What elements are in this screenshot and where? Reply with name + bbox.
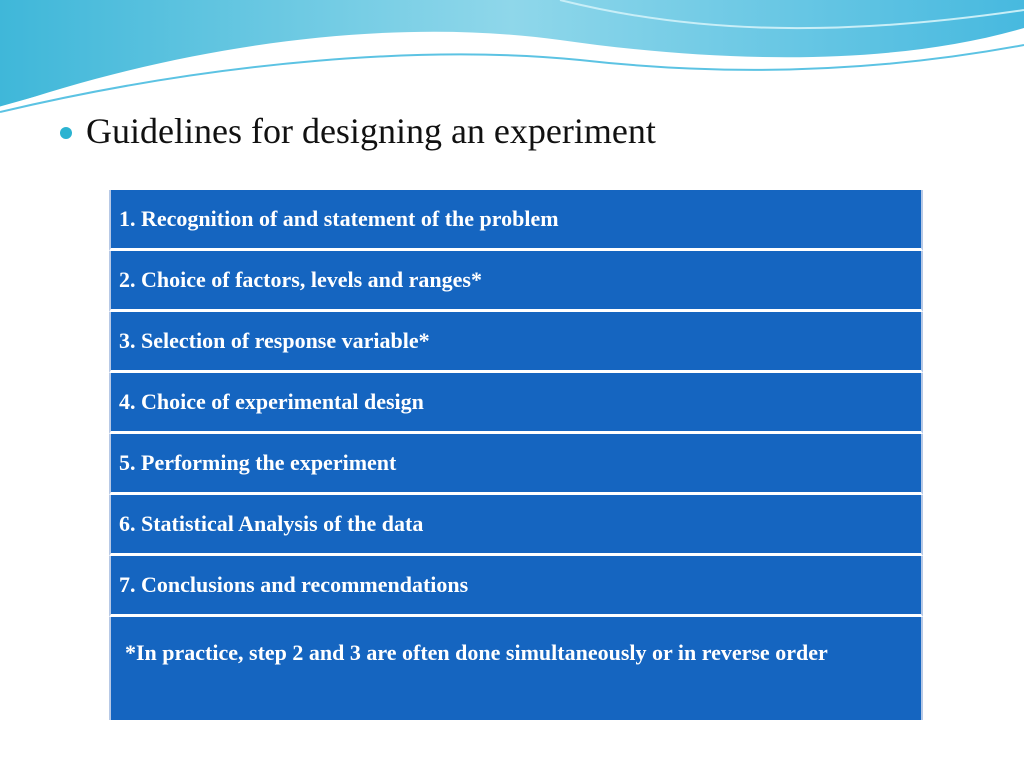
bullet-item: [60, 110, 656, 152]
note-row: *In practice, step 2 and 3 are often done simultaneously or in reverse order: [109, 617, 923, 720]
step-row-4: 4. Choice of experimental design: [109, 373, 923, 434]
step-row-1: 1. Recognition of and statement of the problem: [109, 190, 923, 251]
step-row-3: 3. Selection of response variable*: [109, 312, 923, 373]
steps-table: [109, 190, 923, 720]
step-row-2: 2. Choice of factors, levels and ranges*: [109, 251, 923, 312]
bullet-text: Guidelines for designing an experiment: [86, 111, 656, 151]
step-row-5: 5. Performing the experiment: [109, 434, 923, 495]
bullet-dot-icon: [60, 127, 72, 139]
step-row-7: 7. Conclusions and recommendations: [109, 556, 923, 617]
step-row-6: 6. Statistical Analysis of the data: [109, 495, 923, 556]
header-wave-decoration: [0, 0, 1024, 120]
